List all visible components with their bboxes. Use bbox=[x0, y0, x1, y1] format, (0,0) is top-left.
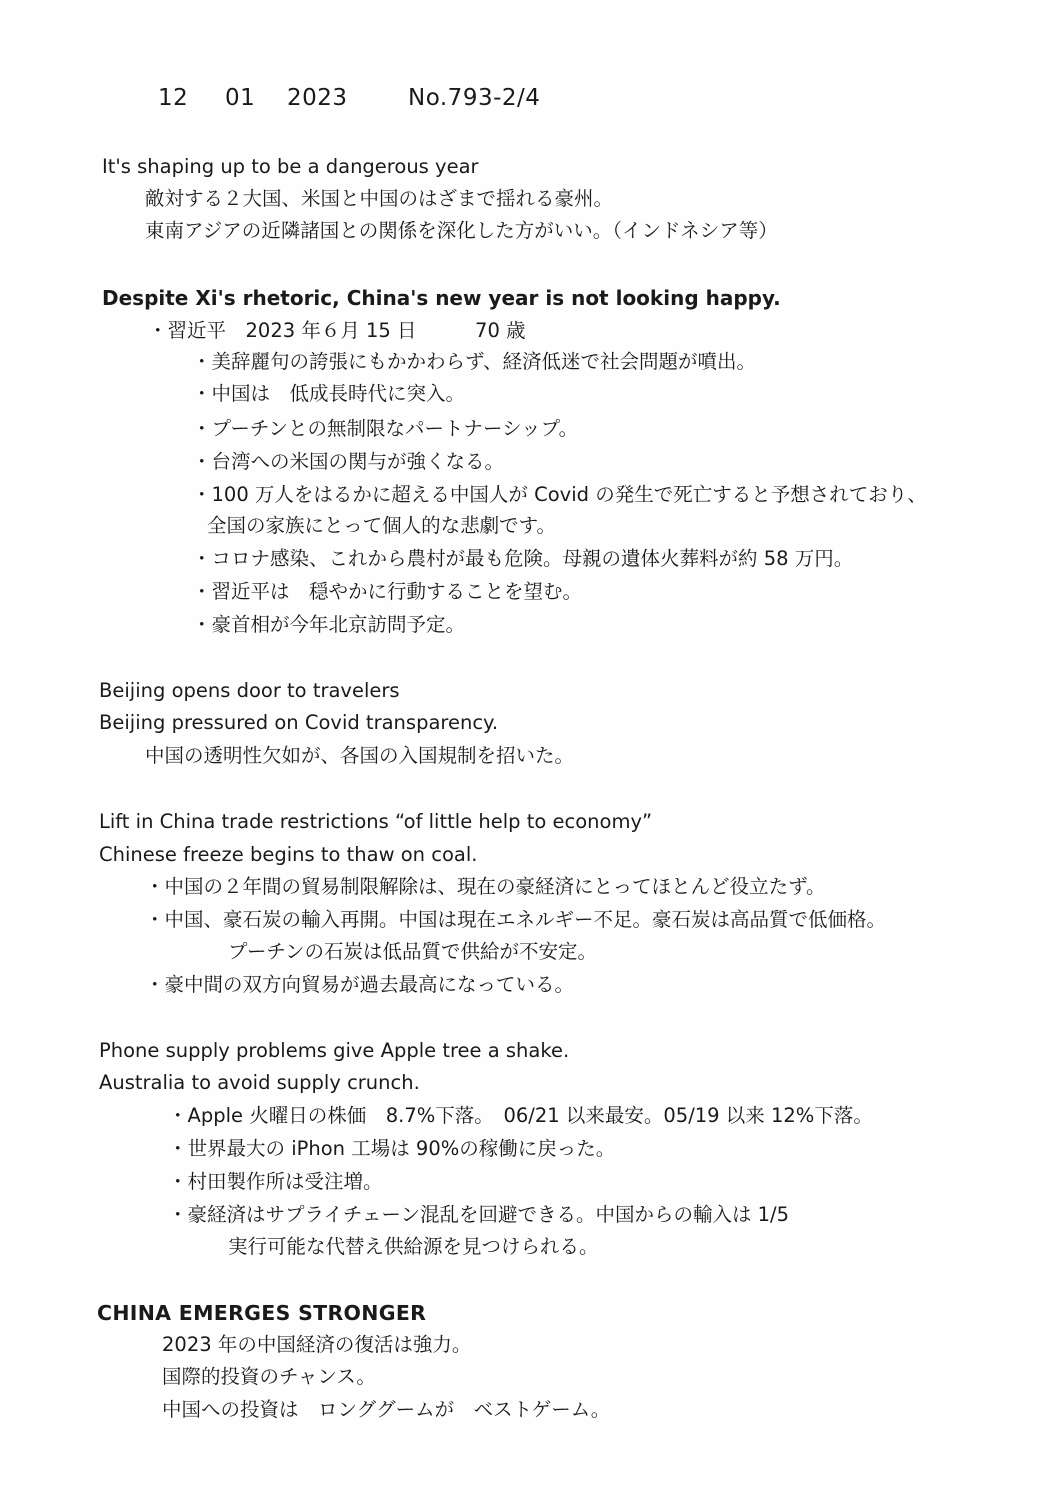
section3-title: Beijing pressured on Covid transparency. bbox=[99, 711, 499, 734]
section1-line: 敵対する２大国、米国と中国のはざまで揺れる豪州。 bbox=[145, 187, 614, 210]
section5-bullet: ・世界最大の iPhon 工場は 90%の稼働に戻った。 bbox=[168, 1137, 616, 1160]
section5-title: Australia to avoid supply crunch. bbox=[99, 1071, 420, 1094]
section1-line: 東南アジアの近隣諸国との関係を深化した方がいい。（インドネシア等） bbox=[145, 219, 778, 242]
section1-title: It's shaping up to be a dangerous year bbox=[102, 155, 479, 178]
section6-title: CHINA EMERGES STRONGER bbox=[97, 1301, 427, 1325]
section5-bullet: ・村田製作所は受注増。 bbox=[168, 1170, 383, 1193]
section6-line: 中国への投資は ロンググームが ベストゲーム。 bbox=[162, 1398, 611, 1421]
section6-line: 国際的投資のチャンス。 bbox=[162, 1365, 376, 1388]
header-year: 2023 bbox=[287, 85, 348, 111]
section3-line: 中国の透明性欠如が、各国の入国規制を招いた。 bbox=[145, 744, 575, 767]
section3-title: Beijing opens door to travelers bbox=[99, 679, 400, 702]
section4-bullet: ・豪中間の双方向貿易が過去最高になっている。 bbox=[145, 973, 575, 996]
section5-bullet-cont: 実行可能な代替え供給源を見つけられる。 bbox=[228, 1235, 599, 1258]
section2-bullet: ・台湾への米国の関与が強くなる。 bbox=[192, 450, 505, 473]
document-header bbox=[0, 84, 1055, 116]
section4-bullet: ・中国、豪石炭の輸入再開。中国は現在エネルギー不足。豪石炭は高品質で低価格。 bbox=[145, 908, 887, 931]
section5-bullet: ・豪経済はサプライチェーン混乱を回避できる。中国からの輸入は 1/5 bbox=[168, 1203, 790, 1226]
section2-title: Despite Xi's rhetoric, China's new year is not looking happy. bbox=[102, 286, 781, 310]
section4-title: Lift in China trade restrictions “of little help to economy” bbox=[99, 810, 653, 833]
section2-bullet: ・中国は 低成長時代に突入。 bbox=[192, 382, 466, 405]
section4-bullet-cont: プーチンの石炭は低品質で供給が不安定。 bbox=[228, 940, 597, 963]
section2-bullet: ・豪首相が今年北京訪問予定。 bbox=[192, 613, 466, 636]
section2-bullet-cont: 全国の家族にとって個人的な悲劇です。 bbox=[207, 514, 557, 537]
section2-bullet: ・100 万人をはるかに超える中国人が Covid の発生で死亡すると予想されており、 bbox=[192, 483, 927, 506]
section2-sub: ・習近平 2023 年６月 15 日 70 歳 bbox=[148, 319, 526, 342]
header-day: 12 bbox=[158, 85, 189, 111]
section2-bullet: ・プーチンとの無制限なパートナーシップ。 bbox=[192, 417, 579, 440]
section4-bullet: ・中国の２年間の貿易制限解除は、現在の豪経済にとってほとんど役立たず。 bbox=[145, 875, 826, 898]
section2-bullet: ・美辞麗句の誇張にもかかわらず、経済低迷で社会問題が噴出。 bbox=[192, 350, 756, 373]
section5-bullet: ・Apple 火曜日の株価 8.7%下落。 06/21 以来最安。05/19 以来 12%下落。 bbox=[168, 1104, 873, 1127]
section6-line: 2023 年の中国経済の復活は強力。 bbox=[162, 1333, 472, 1356]
section5-title: Phone supply problems give Apple tree a shake. bbox=[99, 1039, 570, 1062]
header-month: 01 bbox=[225, 85, 256, 111]
section4-title: Chinese freeze begins to thaw on coal. bbox=[99, 843, 478, 866]
header-number: No.793-2/4 bbox=[408, 85, 541, 111]
section2-bullet: ・コロナ感染、これから農村が最も危険。母親の遺体火葬料が約 58 万円。 bbox=[192, 547, 854, 570]
section2-bullet: ・習近平は 穏やかに行動することを望む。 bbox=[192, 580, 583, 603]
